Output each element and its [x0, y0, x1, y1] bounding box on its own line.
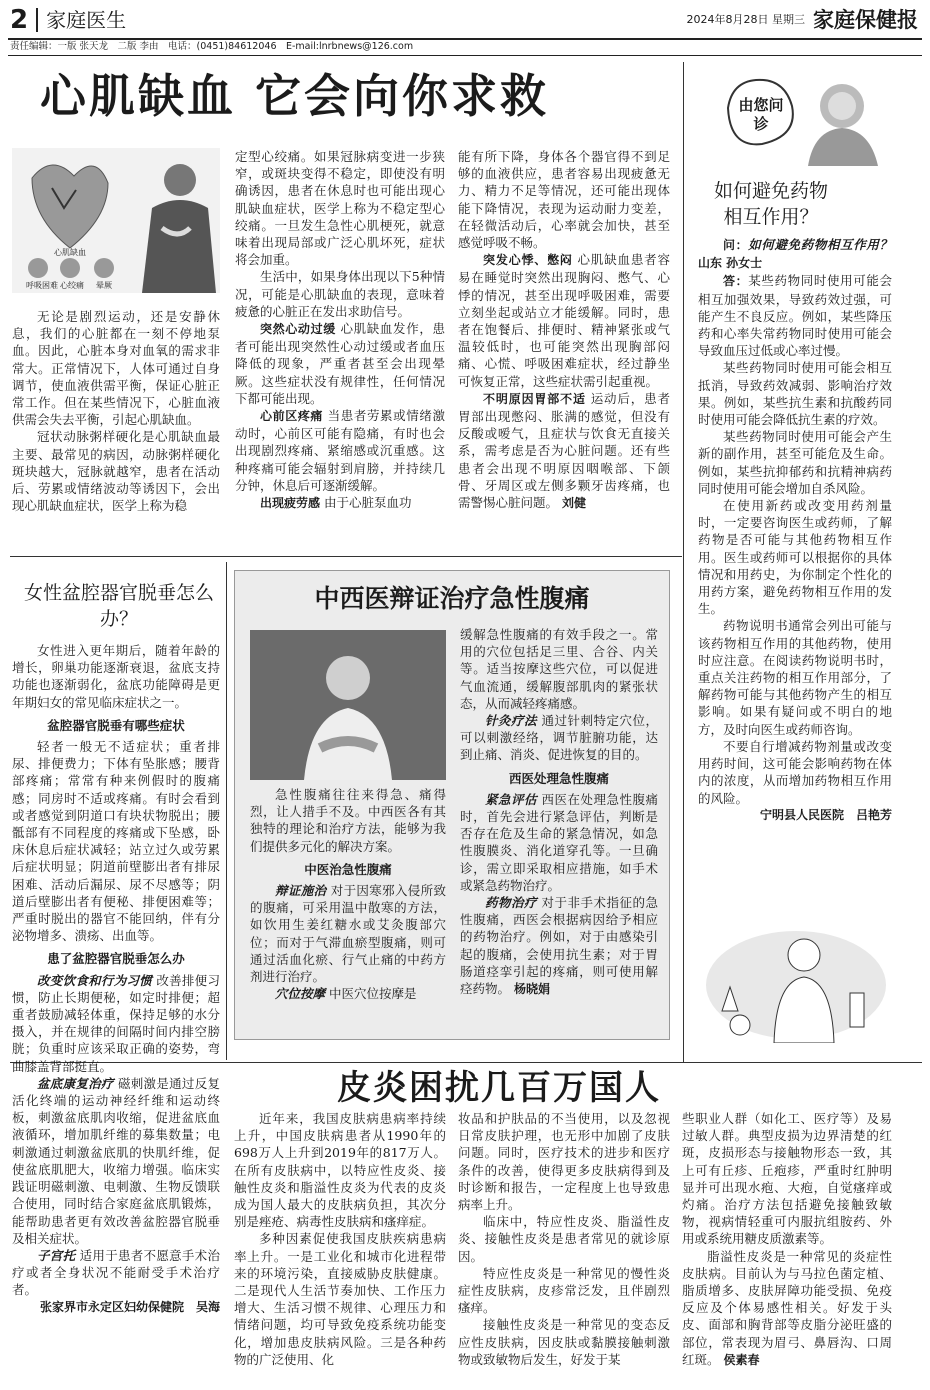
paragraph: 冠状动脉粥样硬化是心肌缺血最主要、最常见的病因，动脉粥样硬化斑块越大，冠脉就越窄，患者在活动后、劳累或情绪波动等诱因下，会出现心肌缺血症状，医学上称为稳: [12, 429, 220, 514]
subhead: 改变饮食和行为习惯: [37, 972, 153, 988]
article1-col2: [235, 148, 445, 538]
paragraph: 在使用新药或改变用药剂量时，一定要咨询医生或药师，了解药物是否可能与其他药物相互作用。医生或药师可以根据你的具体情况和用药史，为你制定个性化的用药方案，避免药物相互作用的发生。: [698, 498, 892, 617]
author: 杨晓娟: [514, 982, 551, 997]
row-divider: [10, 556, 682, 557]
subhead: 紧急评估: [485, 791, 537, 807]
paper-name: 家庭保健报: [813, 7, 918, 32]
paragraph: 对于非手术指征的急性腹痛，西医会根据病因给予相应的药物治疗。例如，对于由感染引起的腹痛，会使用抗生素；对于胃肠道痉挛引起的疼痛，则可使用解痉药物。: [460, 895, 658, 997]
page-header-right: [687, 6, 919, 34]
paragraph: 某些药物同时使用可能会相互抵消，导致药效减弱、影响治疗效果。例如，某些抗生素和抗酸药同时使用可能会降低抗生素的疗效。: [698, 360, 892, 428]
paragraph: 适用于患者不愿意手术治疗或者全身状况不能耐受手术治疗者。: [12, 1247, 220, 1298]
paragraph: 脂溢性皮炎是一种常见的炎症性皮肤病。目前认为与马拉色菌定植、脂质增多、皮肤屏障功能受损、免疫反应及个体易感性相关。好发于头皮、面部和胸背部等皮脂分泌旺盛的部位，常表现为眉弓、鼻唇沟、口周红斑。: [682, 1248, 892, 1367]
img-label: 心绞痛: [60, 281, 84, 290]
img-label: 晕厥: [96, 281, 112, 290]
paragraph: 缓解急性腹痛的有效手段之一。常用的穴位包括足三里、合谷、内关等。适当按摩这些穴位，可以促进气血流通，缓解腹部肌肉的紧张状态，从而减轻疼痛感。: [460, 627, 658, 711]
author: 侯素春: [723, 1352, 760, 1367]
paragraph: 轻者一般无不适症状；重者排尿、排便费力；下体有坠胀感；腰背部疼痛；常常有种来例假时的腹痛感；同房时不适或疼痛。有时会看到或者感觉到阴道口有块状物脱出；腰骶部有不同程度的疼痛或下坠感，卧床休息后症状减轻；站立过久或劳累后症状明显；阴道前壁膨出者有排尿困难、活动后漏尿、尿不尽感等；阴道后壁膨出者有便秘、排便困难等；严重时脱出的器官不能回纳，伴有分泌物增多、溃疡、出血等。: [12, 739, 220, 944]
column-divider: [683, 62, 684, 1062]
subhead: 针灸疗法: [485, 713, 537, 729]
article1-col1: [12, 308, 220, 550]
header-divider: [36, 8, 38, 32]
paragraph: 通过针刺特定穴位，可以刺激经络，调节脏腑功能，达到止痛、消炎、促进恢复的目的。: [460, 713, 658, 763]
heart-illustration: [12, 148, 220, 293]
article4-title: 中西医辩证治疗急性腹痛: [314, 584, 590, 613]
section-name: 家庭医生: [46, 8, 127, 32]
author: 张家界市永定区妇幼保健院 吴海: [39, 1299, 220, 1314]
editor-line: 责任编辑：一版 张天龙 二版 李由 电话：(0451)84612046 E-mail:lnrbnews@126.com: [10, 41, 414, 52]
paragraph: 临床中，特应性皮炎、脂溢性皮炎、接触性皮炎是患者常见的就诊原因。: [458, 1214, 670, 1264]
column-divider: [226, 562, 227, 1060]
paragraph: 心肌缺血患者容易在睡觉时突然出现胸闷、憋气、心悸的情况，甚至出现呼吸困难，需要立刻坐起或站立才能缓解。同时，患者在饱餐后、排便时、精神紧张或气温较低时，也可能突然出现胸部闷痛、心慌、呼吸困难症状，经过静坐可恢复正常，这些症状需引起重视。: [458, 252, 670, 389]
paragraph: 某些药物同时使用可能会产生新的副作用，甚至可能危及生命。例如，某些抗抑郁药和抗精神病药同时使用可能会增加自杀风险。: [698, 429, 892, 496]
paragraph: 能有所下降，身体各个器官得不到足够的血液供应，患者容易出现疲惫无力、精力不足等情况，还可能出现体能下降情况，表现为运动耐力变差，在轻微活动后，心率就会加快，甚至感觉呼吸不畅。: [458, 149, 670, 251]
subhead: 辩证施治: [275, 883, 327, 899]
paragraph: 运动后，患者胃部出现憋闷、胀满的感觉，但没有反酸或嗳气，且症状与饮食无直接关系，需考虑是否为心脏问题。还有些患者会出现不明原因咽喉部、下颌骨、牙周区或左侧多颗牙齿疼痛，也需警惕心脏问题。: [458, 390, 670, 511]
article2-title: 如何避免药物相互作用？: [713, 180, 828, 228]
paragraph: 药物说明书通常会列出可能与该药物相互作用的其他药物，使用时应注意。在阅读药物说明书时，重点关注药物的相互作用部分，了解药物可能与其他药物产生的相互影响。如果有疑问或不明白的地方，及时向医生或药师咨询。: [698, 618, 892, 737]
article1-col3: [458, 148, 670, 538]
paragraph: 由于心脏泵血功: [324, 495, 412, 511]
article2-body: [698, 236, 892, 916]
paragraph: 当患者劳累或情绪激动时，心前区可能有隐痛，有时也会出现剧烈疼痛、紧缩感或沉重感。这种疼痛可能会辐射到肩膀，并持续几分钟，休息后可逐渐缓解。: [235, 408, 445, 493]
article3-body: [12, 642, 220, 1380]
article4-left: [250, 786, 446, 1034]
question: 如何避免药物相互作用？: [748, 237, 892, 252]
paragraph: 磁刺激是通过反复活化终端的运动神经纤维和运动终板，刺激盆底肌肉收缩，促进盆底血液循环，增加肌纤维的募集数量；电刺激通过刺激盆底肌的快肌纤维，促使盆底肌肥大，收缩力增强。临床实践证明磁刺激、电刺激、生物反馈联合使用，同时结合家庭盆底肌锻炼，能帮助患者更有效改善盆腔器官脱垂及相关症状。: [12, 1075, 220, 1246]
paragraph: 定型心绞痛。如果冠脉病变进一步狭窄，或斑块变得不稳定，即使没有明确诱因，患者在休息时也可能出现心肌缺血症状，医学上称为不稳定型心绞痛。一旦发生急性心肌梗死，就意味着出现局部或广泛心肌坏死，症状将会加重。: [235, 149, 445, 268]
subheading: 西医处理急性腹痛: [508, 770, 609, 786]
subhead: 出现疲劳感: [260, 496, 321, 511]
abdominal-pain-photo: [250, 630, 446, 780]
page-header-left: [10, 4, 126, 36]
subheading: 患了盆腔器官脱垂怎么办: [47, 951, 185, 967]
paragraph: 妆品和护肤品的不当使用，以及忽视日常皮肤护理，也无形中加剧了皮肤问题。同时，医疗技术的进步和医疗条件的改善，使得更多皮肤病得到及时诊断和报告，一定程度上也导致患病率上升。: [458, 1111, 670, 1213]
asker: 山东 孙女士: [698, 256, 763, 271]
subheading: 中医治急性腹痛: [304, 861, 392, 877]
paragraph: 西医在处理急性腹痛时，首先会进行紧急评估，判断是否存在危及生命的紧急情况，如急性腹膜炎、消化道穿孔等。一旦确诊，需立即采取相应措施，如手术或紧急药物治疗。: [460, 791, 658, 893]
article5-col1: [234, 1110, 446, 1382]
subhead: 心前区疼痛: [260, 409, 324, 424]
article1-title: 心肌缺血 它会向你求救: [40, 69, 550, 123]
subhead: 子宫托: [37, 1247, 76, 1263]
paragraph: 接触性皮炎是一种常见的变态反应性皮肤病，因皮肤或黏膜接触刺激物或致敏物后发生，好发于某: [458, 1317, 670, 1367]
paragraph: 急性腹痛往往来得急、痛得烈，让人措手不及。中西医各有其独特的理论和治疗方法，能够为我们提供多元化的解决方案。: [250, 787, 446, 854]
paragraph: 改善排便习惯，防止长期便秘，如定时排便；超重者鼓励减轻体重，保持足够的水分摄入，并在规律的间隔时间内排空膀胱；负重时应该采取正确的姿势，弯曲膝盖背部挺直。: [12, 972, 220, 1074]
header-rule-thin: [8, 55, 922, 56]
img-label: 心肌缺血: [54, 248, 86, 257]
qa-badge: [722, 68, 882, 166]
article5-title: 皮炎困扰几百万国人: [337, 1068, 661, 1108]
page-number: 2: [10, 5, 29, 35]
paragraph: 些职业人群（如化工、医疗等）及易过敏人群。典型皮损为边界清楚的红斑，皮损形态与接触物形态一致，其上可有丘疹、丘疱疹，严重时红肿明显并可出现水疱、大疱，自觉瘙痒或灼痛。治疗方法包括避免接触致敏物，视病情轻重可内服抗组胺药、外用或系统用糖皮质激素等。: [682, 1111, 892, 1247]
paragraph: 近年来，我国皮肤病患病率持续上升，中国皮肤病患者从1990年的698万人上升到2019年的817万人。在所有皮肤病中，以特应性皮炎、接触性皮炎和脂溢性皮炎为代表的皮炎成为国人最大的皮肤病负担，其次分别是痤疮、病毒性皮肤病和瘙痒症。: [234, 1111, 446, 1230]
issue-date: 2024年8月28日 星期三: [686, 13, 805, 26]
paragraph: 心肌缺血发作，患者可能出现突然性心动过缓或者血压降低的现象，严重者甚至会出现晕厥。这些症状没有规律性，任何情况下都可能出现。: [235, 321, 445, 406]
article5-col2: [458, 1110, 670, 1382]
article4-right: [460, 626, 658, 1036]
subhead: 药物治疗: [485, 895, 537, 911]
subhead: 不明原因胃部不适: [483, 391, 586, 406]
subheading: 盆腔器官脱垂有哪些症状: [47, 717, 185, 733]
author: 刘健: [562, 496, 587, 511]
qa-tag: 由您问诊: [738, 96, 784, 133]
a-label: 答：: [723, 274, 749, 289]
subhead: 突然心动过缓: [260, 322, 336, 337]
q-label: 问：: [723, 238, 749, 252]
subhead: 突发心悸、憋闷: [483, 253, 573, 268]
paragraph: 特应性皮炎是一种常见的慢性炎症性皮肤病，皮疹常泛发，且伴剧烈瘙痒。: [458, 1265, 670, 1316]
paragraph: 女性进入更年期后，随着年龄的增长，卵巢功能逐渐衰退，盆底支持功能也逐渐弱化，盆底功能障碍是更年期妇女的常见临床症状之一。: [12, 643, 220, 710]
paragraph: 多种因素促使我国皮肤疾病患病率上升。一是工业化和城市化进程带来的环境污染，直接威胁皮肤健康。二是现代人生活节奏加快、工作压力增大、生活习惯不规律、心理压力和情绪问题，均可导致免疫系统功能变化，增加患皮肤病风险。三是各种药物的广泛使用、化: [234, 1231, 446, 1367]
paragraph: 生活中，如果身体出现以下5种情况，可能是心肌缺血的表现，意味着疲惫的心脏正在发出求助信号。: [235, 269, 445, 319]
man-holding-stomach-image: [250, 630, 446, 780]
answer: 某些药物同时使用可能会相互加强效果，导致药效过强，可能产生不良反应。例如，某些降压药和心率失常药物同时使用可能会导致血压过低或心率过慢。: [698, 273, 892, 359]
paragraph: 不要自行增减药物剂量或改变用药时间，这可能会影响药物在体内的浓度，从而增加药物相互作用的风险。: [698, 738, 892, 806]
paragraph: 中医穴位按摩是: [329, 986, 417, 1002]
paragraph: 对于因寒邪入侵所致的腹痛，可采用温中散寒的方法，如饮用生姜红糖水或艾灸腹部穴位；而对于气滞血瘀型腹痛，则可通过活血化瘀、行气止痛的中药方剂进行治疗。: [250, 883, 446, 985]
img-label: 呼吸困难: [26, 281, 58, 290]
author: 宁明县人民医院 吕艳芳: [759, 807, 892, 822]
paragraph: 无论是剧烈运动，还是安静休息，我们的心脏都在一刻不停地泵血。因此，心脏本身对血氧的需求非常大。正常情况下，人体可通过自身调节，使血液供需平衡，保证心脏正常工作。但在某些情况下，心脏血液供需会失去平衡，引起心肌缺血。: [12, 309, 220, 428]
subhead: 穴位按摩: [275, 986, 326, 1002]
article5-col3: [682, 1110, 892, 1382]
doctor-illustration: [700, 915, 892, 1043]
article3-title: 女性盆腔器官脱垂怎么办？: [24, 582, 215, 630]
subhead: 盆底康复治疗: [37, 1075, 114, 1091]
doctor-lab-image: [700, 915, 892, 1043]
heart-patient-image: [12, 148, 220, 293]
